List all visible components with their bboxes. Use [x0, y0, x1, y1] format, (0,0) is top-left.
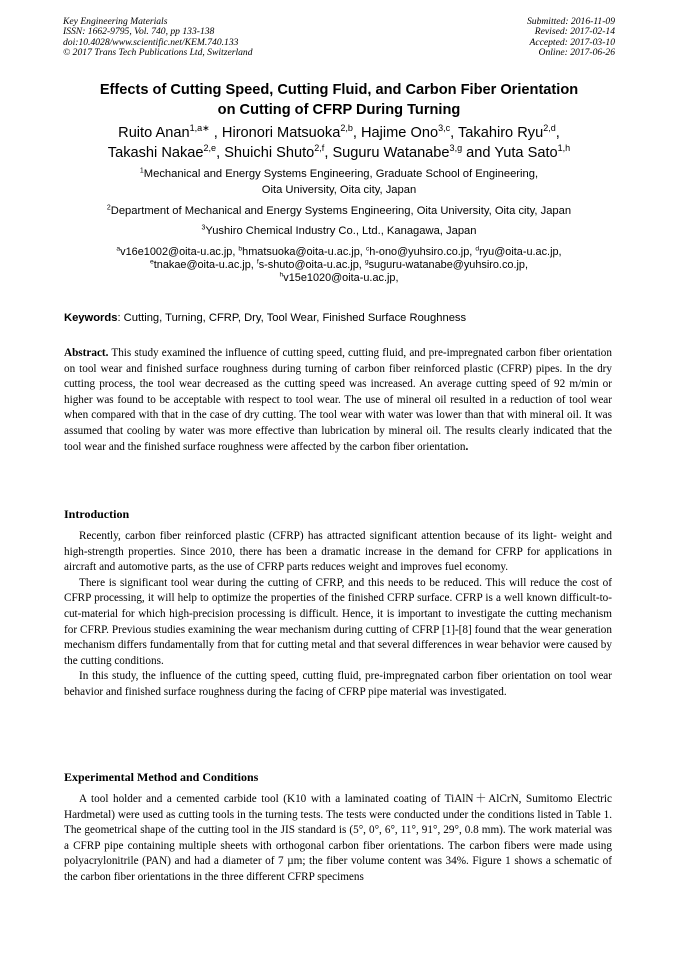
email-sup: f	[256, 258, 259, 266]
email-address[interactable]: v15e1020@oita-u.ac.jp,	[283, 271, 399, 284]
date-info	[527, 17, 615, 59]
affiliation-3	[40, 224, 638, 240]
accepted-date: Accepted: 2017-03-10	[529, 36, 615, 48]
email-address[interactable]: hmatsuoka@oita-u.ac.jp,	[242, 246, 363, 258]
author-name: Ruito Anan	[118, 125, 190, 141]
email-sup: d	[475, 245, 480, 253]
author-sup: 3,c	[438, 123, 451, 134]
paragraph: Recently, carbon fiber reinforced plastic (CFRP) has attracted significant attention because of its light- weight and high-strength properties. Since 2010, there has been a dramatic increase in the demand for CFRP for applications in aircraft and automotive parts, as the use of CFRP parts reduces weight and improves fuel economy.	[64, 530, 612, 574]
paragraph: In this study, the influence of the cutting speed, cutting fluid, pre-impregnated carbon fiber orientation on tool wear behavior and finished surface roughness during the facing of CFRP pipe material was investigated.	[64, 670, 612, 698]
abstract-text: This study examined the influence of cutting speed, cutting fluid, and pre-impregnated carbon fiber orientation on tool wear and finished surface roughness during turning of carbon fiber reinforced plastic (CFRP) pipes. In the dry cutting process, the tool wear decreased as the cutting speed was increased. An average cutting speed of 92 m/min or higher was found to be acceptable with respect to tool wear. The use of mineral oil resulted in a reduction of tool wear when compared with that in the case of dry cutting. The tool wear with water was lower than that with mineral oil. It was assumed that cooling by water was more effective than lubrication by mineral oil. The results clearly indicated that the tool wear and the finished surface roughness were affected by the carbon fiber orientation	[64, 347, 612, 453]
affiliation-line: Yushiro Chemical Industry Co., Ltd., Kanagawa, Japan	[205, 225, 477, 237]
email-sup: c	[365, 245, 370, 253]
author-name: Yuta Sato	[494, 144, 558, 161]
introduction-body	[64, 529, 612, 701]
abstract	[64, 346, 612, 455]
email-address[interactable]: s-shuto@oita-u.ac.jp,	[258, 258, 362, 271]
copyright-line: © 2017 Trans Tech Publications Ltd, Switzerland	[63, 47, 253, 59]
author-sup: 1,a∗	[189, 123, 210, 134]
author-sup: 2,e	[203, 142, 217, 153]
email-address[interactable]: suguru-watanabe@yuhsiro.co.jp,	[368, 258, 528, 271]
affiliation-line: Oita University, Oita city, Japan	[261, 183, 417, 196]
keywords	[64, 311, 466, 325]
author-sup: 2,d	[543, 123, 556, 134]
online-date: Online: 2017-06-26	[538, 47, 615, 59]
email-address[interactable]: v16e1002@oita-u.ac.jp,	[120, 246, 236, 258]
author-name: Hironori Matsuoka	[221, 125, 341, 141]
author-sup: 2,b	[340, 123, 353, 134]
doi-line: doi:10.4028/www.scientific.net/KEM.740.133	[63, 36, 239, 48]
abstract-label: Abstract.	[64, 347, 109, 359]
email-sup: e	[149, 258, 154, 266]
author-sup: 2,f	[314, 142, 325, 153]
paragraph: A tool holder and a cemented carbide tool (K10 with a laminated coating of TiAlN＋AlCrN, Sumitomo Electric Hardmetal) were used as cutting tools in the turning tests. The tests were conducted under the conditions listed in Table 1. The geometrical shape of the cutting tool in the JIS standard is (5°, 0°, 6°, 11°, 91°, 29°, 0.8 mm). The work material was a CFRP pipe containing multiple sheets with orthogonal carbon fiber orientations. The carbon fibers were made using polyacrylonitrile (PAN) and had a diameter of 7 µm; the fiber volume content was 34%. Figure 1 shows a schematic of the carbon fiber orientations in the three different CFRP specimens	[64, 793, 612, 883]
affiliation-2	[40, 204, 638, 220]
author-list: Ruito Anan$^{1,a∗}$ , Hironori Matsuoka$^{2,b}$, Hajime Ono$^{3,c}$, Takahiro Ryu$^{2,d}$, Takashi Nakae$^{2,e}$, Shuichi Shuto$^{2,f}$, Suguru Watanabe$^{3,g}$ and Yuta Sato$^{1,h}$	[107, 123, 571, 161]
email-sup: g	[364, 258, 369, 266]
keywords-label: Keywords	[64, 312, 118, 324]
author-name: Takashi Nakae	[107, 144, 204, 161]
title-line: on Cutting of CFRP During Turning	[217, 102, 461, 118]
methods-body	[64, 792, 612, 886]
submitted-date: Submitted: 2016-11-09	[526, 16, 615, 27]
affiliation-sup: 3	[201, 224, 206, 232]
email-address[interactable]: tnakae@oita-u.ac.jp,	[153, 258, 254, 271]
email-sup: a	[116, 245, 121, 253]
methods-heading: Experimental Method and Conditions	[64, 770, 259, 784]
author-name: Shuichi Shuto	[224, 144, 315, 161]
author-sup: 3,g	[449, 142, 463, 153]
issn-line: ISSN: 1662-9795, Vol. 740, pp 133-138	[63, 26, 215, 38]
email-list	[40, 246, 638, 284]
email-sup: h	[279, 270, 284, 278]
author-name: Hajime Ono	[361, 125, 439, 141]
affiliation-1	[40, 167, 638, 198]
abstract-end: .	[465, 440, 469, 453]
journal-info	[63, 17, 253, 59]
introduction-heading: Introduction	[64, 507, 130, 521]
email-sup: b	[238, 245, 243, 253]
affiliation-line: Mechanical and Energy Systems Engineering, Graduate School of Engineering,	[143, 168, 539, 180]
author-sup: 1,h	[557, 142, 571, 153]
keywords-text: : Cutting, Turning, CFRP, Dry, Tool Wear, Finished Surface Roughness	[117, 312, 467, 324]
revised-date: Revised: 2017-02-14	[534, 26, 615, 38]
journal-name: Key Engineering Materials	[63, 16, 168, 27]
affiliation-line: Department of Mechanical and Energy Systems Engineering, Oita University, Oita city, Japan	[110, 205, 572, 217]
title-line: Effects of Cutting Speed, Cutting Fluid, and Carbon Fiber Orientation	[99, 82, 579, 98]
paragraph: There is significant tool wear during the cutting of CFRP, and this needs to be reduced. This will reduce the cost of CFRP processing, it will help to optimize the properties of the finished CFRP surface. CFRP is a well known difficult-to-cut-material for which high-precision processing is difficult. Hence, it is important to investigate the cutting mechanism for CFRP. Previous studies examining the wear mechanism during cutting of CFRP [1]-[8] found that the wear generation mechanism differs fundamentally from that for cutting metal and that several differences in wear behavior were caused by the cutting conditions.	[64, 576, 612, 667]
paper-title	[40, 80, 638, 120]
affiliation-sup: 2	[106, 204, 111, 212]
author-name: Suguru Watanabe	[332, 144, 450, 161]
email-address[interactable]: ryu@oita-u.ac.jp,	[479, 246, 562, 258]
author-name: Takahiro Ryu	[458, 125, 544, 141]
affiliation-sup: 1	[139, 167, 144, 175]
email-address[interactable]: h-ono@yuhsiro.co.jp,	[369, 246, 473, 258]
